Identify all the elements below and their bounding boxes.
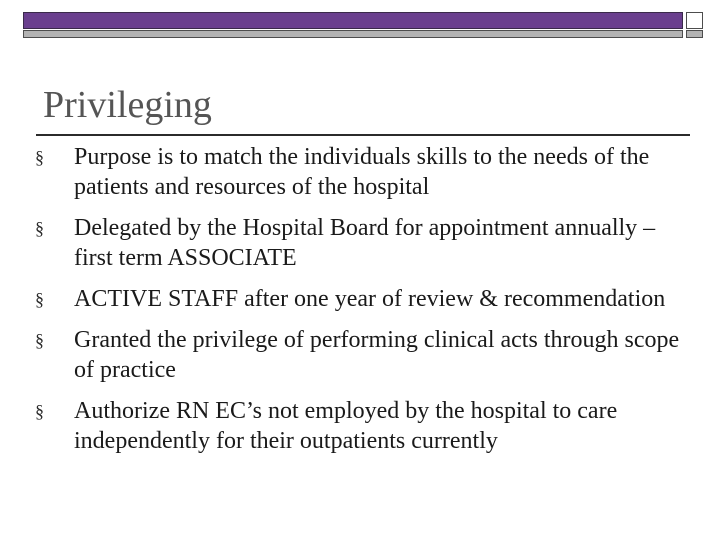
bullet-text: Purpose is to match the individuals skills to the needs of the patients and resources of the hospital [74, 144, 650, 200]
header-corner-box-lower [686, 30, 703, 38]
header-accent-bar [23, 12, 683, 29]
slide-title: Privileging [43, 84, 212, 126]
bullet-item [35, 325, 685, 385]
header-gray-bar [23, 30, 683, 38]
bullet-text: Authorize RN EC’s not employed by the hospital to care independently for their outpatients currently [74, 398, 618, 454]
title-divider [36, 134, 690, 136]
bullet-text: ACTIVE STAFF after one year of review & recommendation [74, 286, 666, 312]
header-corner-box [686, 12, 703, 29]
bullet-marker-icon: § [35, 401, 44, 421]
bullet-marker-icon: § [35, 330, 44, 350]
bullet-item [35, 396, 685, 456]
bullet-item [35, 284, 685, 314]
bullet-marker-icon: § [35, 147, 44, 167]
bullet-item [35, 213, 685, 273]
bullet-list [35, 142, 685, 467]
bullet-item [35, 142, 685, 202]
bullet-marker-icon: § [35, 289, 44, 309]
bullet-marker-icon: § [35, 218, 44, 238]
bullet-text: Granted the privilege of performing clinical acts through scope of practice [74, 327, 680, 383]
bullet-text: Delegated by the Hospital Board for appointment annually – first term ASSOCIATE [74, 215, 656, 271]
